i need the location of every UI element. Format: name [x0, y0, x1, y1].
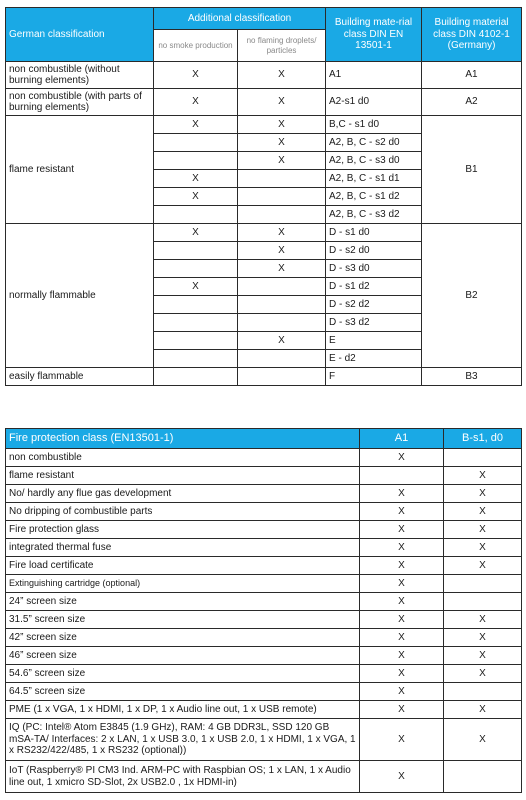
en13501-class-cell: D - s3 d2	[326, 314, 422, 332]
b-s1-d0-mark-cell: X	[444, 611, 522, 629]
a1-mark-cell: X	[360, 665, 444, 683]
b-s1-d0-mark-cell	[444, 449, 522, 467]
fire-protection-body	[6, 449, 522, 793]
table-row	[6, 521, 522, 539]
a1-mark-cell: X	[360, 761, 444, 793]
no-droplets-cell: X	[238, 260, 326, 278]
en13501-class-cell: A1	[326, 62, 422, 89]
table-row	[6, 116, 522, 134]
building-class-body	[6, 62, 522, 386]
a1-mark-cell: X	[360, 557, 444, 575]
no-smoke-cell	[154, 206, 238, 224]
din4102-class-cell: B3	[422, 368, 522, 386]
en13501-class-cell: A2, B, C - s3 d0	[326, 152, 422, 170]
b-s1-d0-mark-cell: X	[444, 647, 522, 665]
en13501-class-cell: A2-s1 d0	[326, 89, 422, 116]
german-classification-cell: non combustible (with parts of burning elements)	[6, 89, 154, 116]
no-droplets-cell	[238, 368, 326, 386]
en13501-class-cell: F	[326, 368, 422, 386]
header-din-4102: Building material class DIN 4102-1 (Germany)	[422, 8, 522, 62]
en13501-class-cell: E	[326, 332, 422, 350]
en13501-class-cell: D - s1 d0	[326, 224, 422, 242]
header-din-en-13501: Building mate-rial class DIN EN 13501-1	[326, 8, 422, 62]
german-classification-cell: easily flammable	[6, 368, 154, 386]
feature-label: integrated thermal fuse	[6, 539, 360, 557]
feature-label: PME (1 x VGA, 1 x HDMI, 1 x DP, 1 x Audio line out, 1 x USB remote)	[6, 701, 360, 719]
header-additional-classification: Additional classification	[154, 8, 326, 30]
no-smoke-cell: X	[154, 224, 238, 242]
en13501-class-cell: D - s2 d2	[326, 296, 422, 314]
no-droplets-cell	[238, 206, 326, 224]
a1-mark-cell: X	[360, 503, 444, 521]
en13501-class-cell: B,C - s1 d0	[326, 116, 422, 134]
a1-mark-cell: X	[360, 575, 444, 593]
no-smoke-cell	[154, 368, 238, 386]
no-droplets-cell: X	[238, 62, 326, 89]
b-s1-d0-mark-cell: X	[444, 665, 522, 683]
b-s1-d0-mark-cell: X	[444, 539, 522, 557]
no-droplets-cell: X	[238, 116, 326, 134]
table-row	[6, 62, 522, 89]
en13501-class-cell: D - s2 d0	[326, 242, 422, 260]
en13501-class-cell: D - s1 d2	[326, 278, 422, 296]
building-class-table	[5, 7, 522, 386]
feature-label: No dripping of combustible parts	[6, 503, 360, 521]
no-smoke-cell	[154, 152, 238, 170]
german-classification-cell: non combustible (without burning elements)	[6, 62, 154, 89]
no-smoke-cell: X	[154, 170, 238, 188]
table-row	[6, 449, 522, 467]
no-droplets-cell	[238, 350, 326, 368]
no-droplets-cell	[238, 278, 326, 296]
feature-label: IoT (Raspberry® PI CM3 Ind. ARM-PC with Raspbian OS; 1 x LAN, 1 x Audio line out, 1 xmicro SD-Slot, 2x USB2.0 , 1x HDMI-in)	[6, 761, 360, 793]
din4102-class-cell: A2	[422, 89, 522, 116]
no-smoke-cell	[154, 296, 238, 314]
no-droplets-cell: X	[238, 242, 326, 260]
no-droplets-cell	[238, 314, 326, 332]
din4102-class-cell: B1	[422, 116, 522, 224]
table-row	[6, 503, 522, 521]
table-row	[6, 683, 522, 701]
a1-mark-cell: X	[360, 485, 444, 503]
table-row	[6, 224, 522, 242]
no-droplets-cell: X	[238, 152, 326, 170]
no-smoke-cell	[154, 134, 238, 152]
no-droplets-cell: X	[238, 224, 326, 242]
german-classification-cell: flame resistant	[6, 116, 154, 224]
en13501-class-cell: A2, B, C - s3 d2	[326, 206, 422, 224]
a1-mark-cell: X	[360, 701, 444, 719]
feature-label: IQ (PC: Intel® Atom E3845 (1.9 GHz), RAM: 4 GB DDR3L, SSD 120 GB mSA-TA/ Interfaces: 2 x LAN, 1 x USB 3.0, 1 x USB 2.0, 1 x HDMI, 1 x VGA, 1 x RS232/422/485, 1 x RS232 (optional))	[6, 719, 360, 761]
a1-mark-cell	[360, 467, 444, 485]
table-row	[6, 593, 522, 611]
subheader-no-smoke: no smoke production	[154, 30, 238, 62]
no-smoke-cell: X	[154, 116, 238, 134]
en13501-class-cell: A2, B, C - s1 d1	[326, 170, 422, 188]
b-s1-d0-mark-cell	[444, 575, 522, 593]
a1-mark-cell: X	[360, 629, 444, 647]
en13501-class-cell: D - s3 d0	[326, 260, 422, 278]
en13501-class-cell: E - d2	[326, 350, 422, 368]
feature-label: non combustible	[6, 449, 360, 467]
feature-label: 24” screen size	[6, 593, 360, 611]
feature-label: 54.6” screen size	[6, 665, 360, 683]
no-smoke-cell: X	[154, 89, 238, 116]
b-s1-d0-mark-cell: X	[444, 719, 522, 761]
table-row	[6, 485, 522, 503]
en13501-class-cell: A2, B, C - s2 d0	[326, 134, 422, 152]
feature-label: flame resistant	[6, 467, 360, 485]
b-s1-d0-mark-cell: X	[444, 629, 522, 647]
feature-label: No/ hardly any flue gas development	[6, 485, 360, 503]
feature-label: Fire load certificate	[6, 557, 360, 575]
b-s1-d0-mark-cell: X	[444, 467, 522, 485]
no-smoke-cell: X	[154, 278, 238, 296]
a1-mark-cell: X	[360, 593, 444, 611]
a1-mark-cell: X	[360, 539, 444, 557]
a1-mark-cell: X	[360, 683, 444, 701]
b-s1-d0-mark-cell	[444, 683, 522, 701]
no-smoke-cell	[154, 314, 238, 332]
table-row	[6, 611, 522, 629]
table-row	[6, 557, 522, 575]
no-smoke-cell	[154, 332, 238, 350]
header-german-classification: German classification	[6, 8, 154, 62]
no-droplets-cell	[238, 170, 326, 188]
feature-label: 64.5” screen size	[6, 683, 360, 701]
no-droplets-cell: X	[238, 134, 326, 152]
b-s1-d0-mark-cell: X	[444, 701, 522, 719]
table-row	[6, 719, 522, 761]
din4102-class-cell: B2	[422, 224, 522, 368]
header-fire-protection-class: Fire protection class (EN13501-1)	[6, 429, 360, 449]
b-s1-d0-mark-cell: X	[444, 557, 522, 575]
b-s1-d0-mark-cell: X	[444, 485, 522, 503]
feature-label: Fire protection glass	[6, 521, 360, 539]
b-s1-d0-mark-cell: X	[444, 503, 522, 521]
feature-label: Extinguishing cartridge (optional)	[6, 575, 360, 593]
no-droplets-cell: X	[238, 332, 326, 350]
feature-label: 31.5” screen size	[6, 611, 360, 629]
table-row	[6, 701, 522, 719]
no-droplets-cell	[238, 188, 326, 206]
a1-mark-cell: X	[360, 647, 444, 665]
fire-protection-table	[5, 428, 522, 793]
table-row	[6, 539, 522, 557]
a1-mark-cell: X	[360, 719, 444, 761]
feature-label: 46” screen size	[6, 647, 360, 665]
din4102-class-cell: A1	[422, 62, 522, 89]
table-row	[6, 467, 522, 485]
no-smoke-cell: X	[154, 62, 238, 89]
no-droplets-cell	[238, 296, 326, 314]
b-s1-d0-mark-cell: X	[444, 521, 522, 539]
header-a1: A1	[360, 429, 444, 449]
a1-mark-cell: X	[360, 611, 444, 629]
no-smoke-cell	[154, 242, 238, 260]
no-droplets-cell: X	[238, 89, 326, 116]
a1-mark-cell: X	[360, 521, 444, 539]
german-classification-cell: normally flammable	[6, 224, 154, 368]
table-row	[6, 575, 522, 593]
no-smoke-cell: X	[154, 188, 238, 206]
table-row	[6, 89, 522, 116]
a1-mark-cell: X	[360, 449, 444, 467]
subheader-no-droplets: no flaming droplets/ particles	[238, 30, 326, 62]
no-smoke-cell	[154, 260, 238, 278]
header-b-s1-d0: B-s1, d0	[444, 429, 522, 449]
feature-label: 42” screen size	[6, 629, 360, 647]
table-row	[6, 629, 522, 647]
table-row	[6, 665, 522, 683]
b-s1-d0-mark-cell	[444, 593, 522, 611]
table-row	[6, 647, 522, 665]
table-row	[6, 761, 522, 793]
no-smoke-cell	[154, 350, 238, 368]
en13501-class-cell: A2, B, C - s1 d2	[326, 188, 422, 206]
b-s1-d0-mark-cell	[444, 761, 522, 793]
table-row	[6, 368, 522, 386]
